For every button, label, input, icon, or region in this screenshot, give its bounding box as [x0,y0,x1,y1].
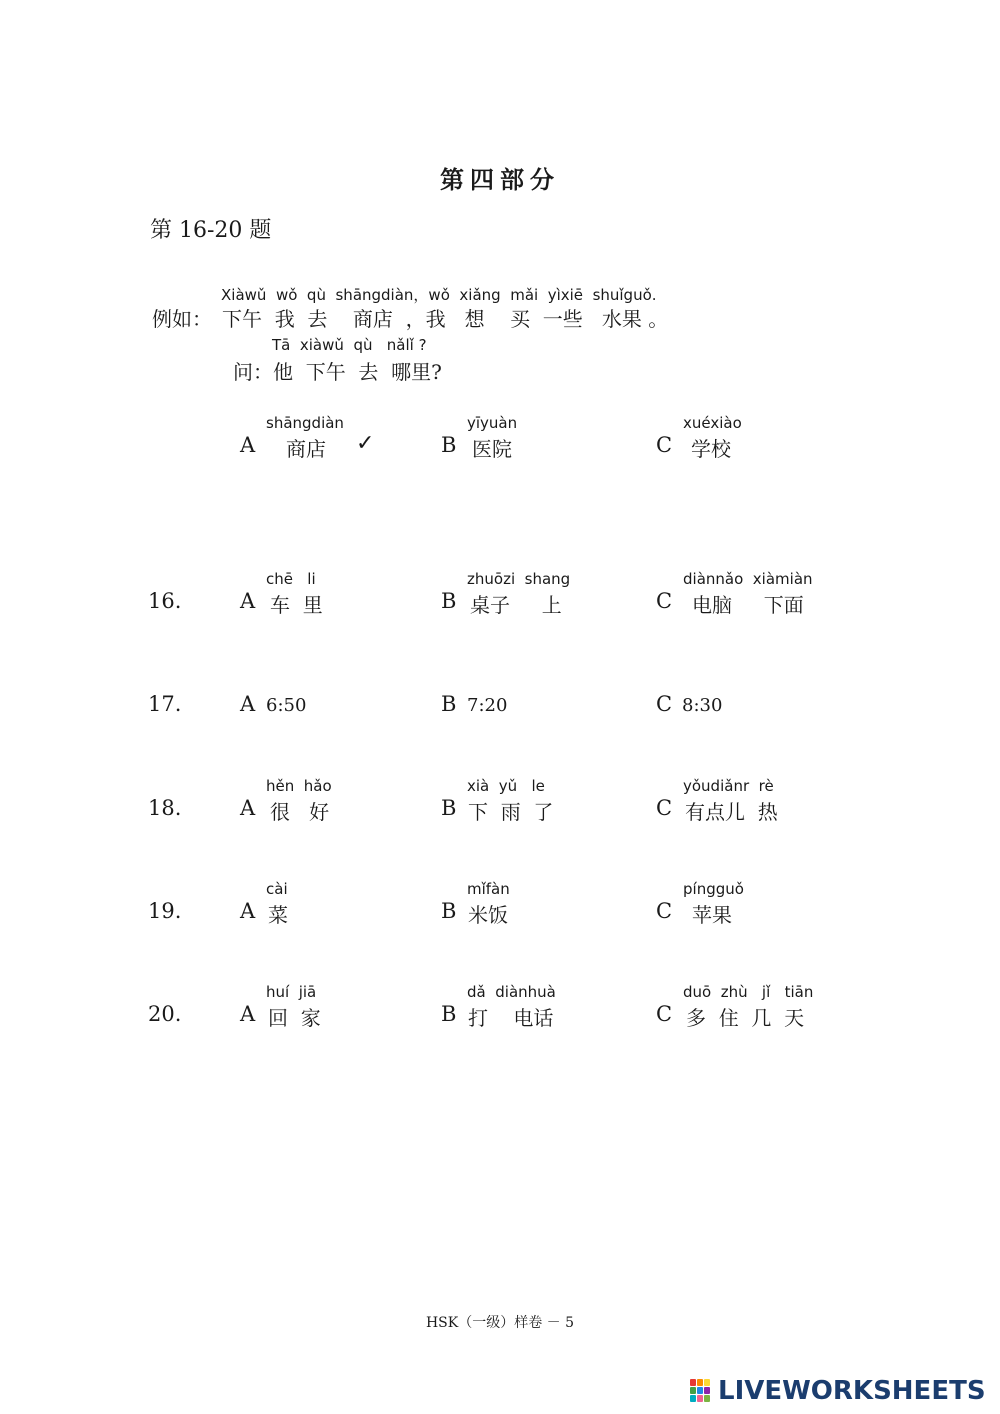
option-text: 商店 [286,437,326,461]
option-b-text[interactable]: 米饭 [468,903,508,927]
option-a-text[interactable]: 很 好 [270,800,330,824]
option-pinyin: yīyuàn [467,414,518,432]
option-b-text[interactable]: 打 电话 [468,1006,554,1030]
option-c-text[interactable]: 8:30 [682,695,723,716]
option-a-pinyin: cài [266,880,288,898]
example-question: 问：他 下午 去 哪里? [233,360,442,384]
option-a-text[interactable]: 车 里 [270,593,323,617]
logo-text: LIVEWORKSHEETS [718,1376,986,1406]
option-c-pinyin: diànnǎo xiàmiàn [683,570,813,588]
option-letter: C [656,433,673,457]
checkmark-icon: ✓ [356,431,375,456]
option-a-text[interactable]: 菜 [268,903,288,927]
option-c-letter[interactable]: C [656,589,673,613]
option-b-pinyin: zhuōzi shang [467,570,571,588]
option-c-pinyin: duō zhù jǐ tiān [683,983,814,1001]
option-pinyin: shāngdiàn [266,414,344,432]
option-a-text[interactable]: 回 家 [268,1006,321,1030]
option-b-text[interactable]: 7:20 [467,695,508,716]
question-number: 17. [148,692,182,716]
option-b-pinyin: dǎ diànhuà [467,983,556,1001]
liveworksheets-logo-icon [690,1379,712,1403]
example-sentence-pinyin: Xiàwǔ wǒ qù shāngdiàn，wǒ xiǎng mǎi yìxiē shuǐguǒ. [221,286,657,304]
option-b-pinyin: mǐfàn [467,880,510,898]
page-title: 第四部分 [440,165,560,194]
option-a-pinyin: huí jiā [266,983,317,1001]
option-letter: A [240,433,256,457]
option-b-letter[interactable]: B [441,899,457,923]
option-b-letter[interactable]: B [441,1002,457,1026]
option-c-letter[interactable]: C [656,692,673,716]
liveworksheets-logo[interactable] [690,1376,986,1406]
option-b-letter[interactable]: B [441,692,457,716]
question-number: 16. [148,589,182,613]
question-number: 19. [148,899,182,923]
option-a-letter[interactable]: A [240,589,256,613]
question-number: 18. [148,796,182,820]
option-a-pinyin: hěn hǎo [266,777,332,795]
option-a-letter[interactable]: A [240,1002,256,1026]
option-c-text[interactable]: 苹果 [692,903,732,927]
option-b-letter[interactable]: B [441,796,457,820]
page-footer: HSK（一级）样卷 － 5 [425,1315,575,1331]
example-question-pinyin: Tā xiàwǔ qù nǎlǐ ? [272,336,427,354]
example-sentence: 下午 我 去 商店 ，我 想 买 一些 水果 。 [222,307,669,331]
option-a-letter[interactable]: A [240,899,256,923]
option-c-text[interactable]: 有点儿 热 [685,800,778,824]
option-b-letter[interactable]: B [441,589,457,613]
question-number: 20. [148,1002,182,1026]
option-text: 医院 [472,437,512,461]
option-a-letter[interactable]: A [240,692,256,716]
option-pinyin: xuéxiào [683,414,742,432]
option-text: 学校 [691,437,731,461]
option-c-letter[interactable]: C [656,796,673,820]
option-c-text[interactable]: 电脑 下面 [692,593,804,617]
option-c-letter[interactable]: C [656,1002,673,1026]
option-letter: B [441,433,457,457]
option-c-pinyin: yǒudiǎnr rè [683,777,774,795]
option-c-text[interactable]: 多 住 几 天 [686,1006,805,1030]
option-c-letter[interactable]: C [656,899,673,923]
example-label: 例如： [152,307,212,331]
option-b-pinyin: xià yǔ le [467,777,545,795]
option-a-pinyin: chē li [266,570,316,588]
option-b-text[interactable]: 下 雨 了 [468,800,554,824]
option-a-letter[interactable]: A [240,796,256,820]
option-a-text[interactable]: 6:50 [266,695,307,716]
option-b-text[interactable]: 桌子 上 [470,593,562,617]
option-c-pinyin: píngguǒ [683,880,744,898]
section-heading: 第 16-20 题 [150,218,272,243]
